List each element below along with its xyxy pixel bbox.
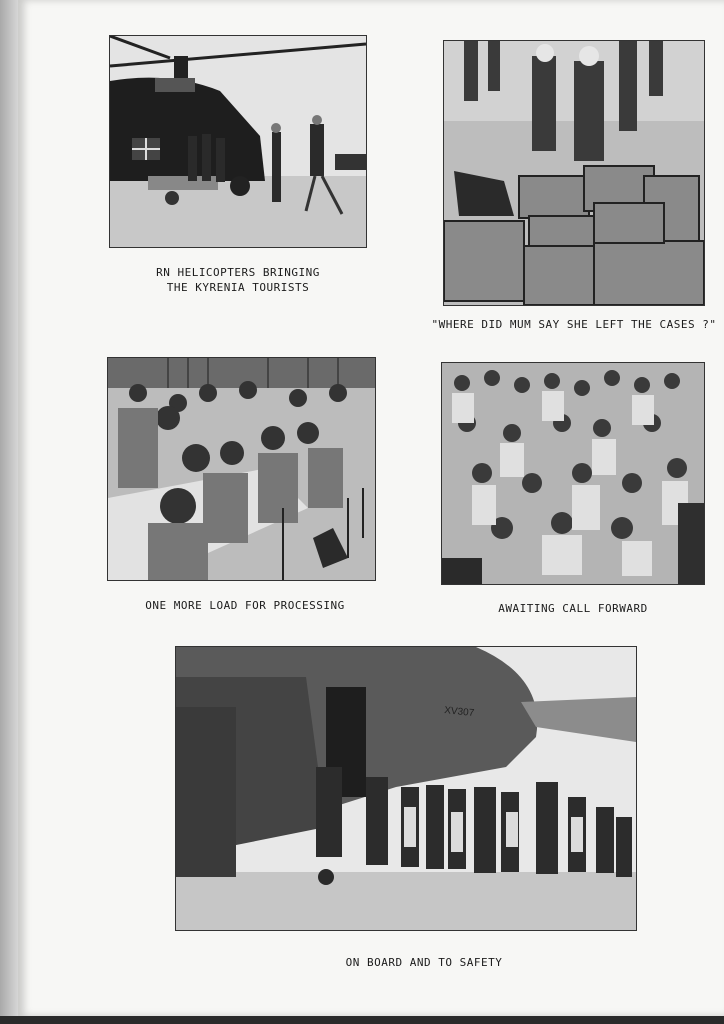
awaiting-photo bbox=[441, 362, 705, 585]
helicopter-photo bbox=[109, 35, 367, 248]
binding-spine bbox=[0, 0, 18, 1024]
page-bottom-edge bbox=[0, 1016, 724, 1024]
aircraft-marking: XV307 bbox=[443, 705, 475, 720]
awaiting-caption-text: AWAITING CALL FORWARD bbox=[498, 602, 648, 615]
cases-caption-text: "WHERE DID MUM SAY SHE LEFT THE CASES ?" bbox=[431, 318, 717, 331]
processing-caption-text: ONE MORE LOAD FOR PROCESSING bbox=[145, 599, 345, 612]
helicopters-caption bbox=[134, 265, 342, 295]
helicopters-caption-line1: RN HELICOPTERS BRINGING bbox=[156, 266, 320, 279]
boarding-caption-text: ON BOARD AND TO SAFETY bbox=[345, 956, 503, 969]
processing-photo bbox=[107, 357, 376, 581]
suitcases-photo bbox=[443, 40, 705, 306]
helicopters-caption-line2: THE KYRENIA TOURISTS bbox=[166, 281, 310, 294]
processing-caption bbox=[123, 598, 367, 613]
aircraft-boarding-photo bbox=[175, 646, 637, 931]
cases-caption bbox=[429, 317, 719, 332]
awaiting-caption bbox=[478, 601, 668, 616]
boarding-caption bbox=[330, 955, 518, 970]
